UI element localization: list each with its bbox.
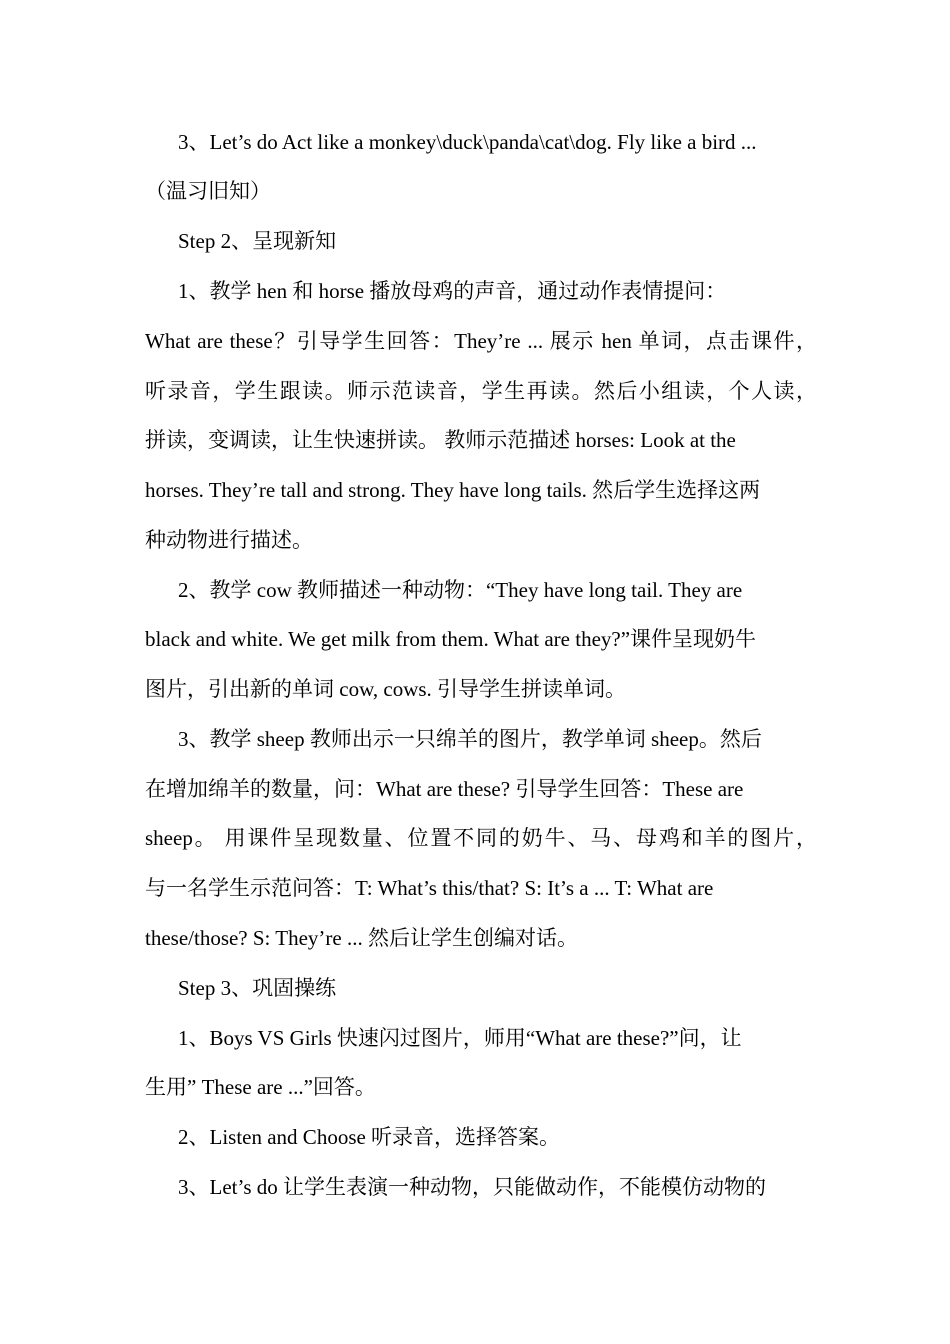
text-line-16: 与一名学生示范问答：T: What’s this/that? S: It’s a ... T: What are: [145, 876, 714, 900]
text-line-8: horses. They’re tall and strong. They have long tails. 然后学生选择这两: [145, 478, 761, 502]
text-line-14: 在增加绵羊的数量，问：What are these? 引导学生回答：These are: [145, 777, 744, 801]
text-line-1: 3、Let’s do Act like a monkey\duck\panda\cat\dog. Fly like a bird ...: [178, 130, 757, 154]
text-line-13: 3、教学 sheep 教师出示一只绵羊的图片，教学单词 sheep。然后: [178, 727, 762, 751]
text-line-11: black and white. We get milk from them. What are they?”课件呈现奶牛: [145, 627, 757, 651]
text-line-3: Step 2、呈现新知: [178, 229, 337, 253]
text-line-20: 生用” These are ...”回答。: [145, 1075, 376, 1099]
text-line-4: 1、教学 hen 和 horse 播放母鸡的声音，通过动作表情提问：: [178, 279, 727, 303]
text-line-5: What are these？引导学生回答：They’re ... 展示 hen 单词，点击课件，: [145, 329, 817, 353]
text-line-7: 拼读，变调读，让生快速拼读。 教师示范描述 horses: Look at the: [145, 428, 736, 452]
text-line-19: 1、Boys VS Girls 快速闪过图片，师用“What are these?”问，让: [178, 1026, 742, 1050]
text-line-6: 听录音，学生跟读。师示范读音，学生再读。然后小组读，个人读，: [145, 379, 817, 403]
text-line-9: 种动物进行描述。: [145, 528, 313, 552]
text-line-17: these/those? S: They’re ... 然后让学生创编对话。: [145, 926, 578, 950]
text-line-12: 图片，引出新的单词 cow, cows. 引导学生拼读单词。: [145, 677, 627, 701]
text-line-15: sheep。 用课件呈现数量、位置不同的奶牛、马、母鸡和羊的图片，: [145, 826, 817, 850]
text-line-22: 3、Let’s do 让学生表演一种动物，只能做动作，不能模仿动物的: [178, 1175, 766, 1199]
text-line-18: Step 3、巩固操练: [178, 976, 337, 1000]
text-line-21: 2、Listen and Choose 听录音，选择答案。: [178, 1125, 561, 1149]
text-line-2: （温习旧知）: [145, 179, 271, 203]
text-line-10: 2、教学 cow 教师描述一种动物：“They have long tail. They are: [178, 578, 743, 602]
